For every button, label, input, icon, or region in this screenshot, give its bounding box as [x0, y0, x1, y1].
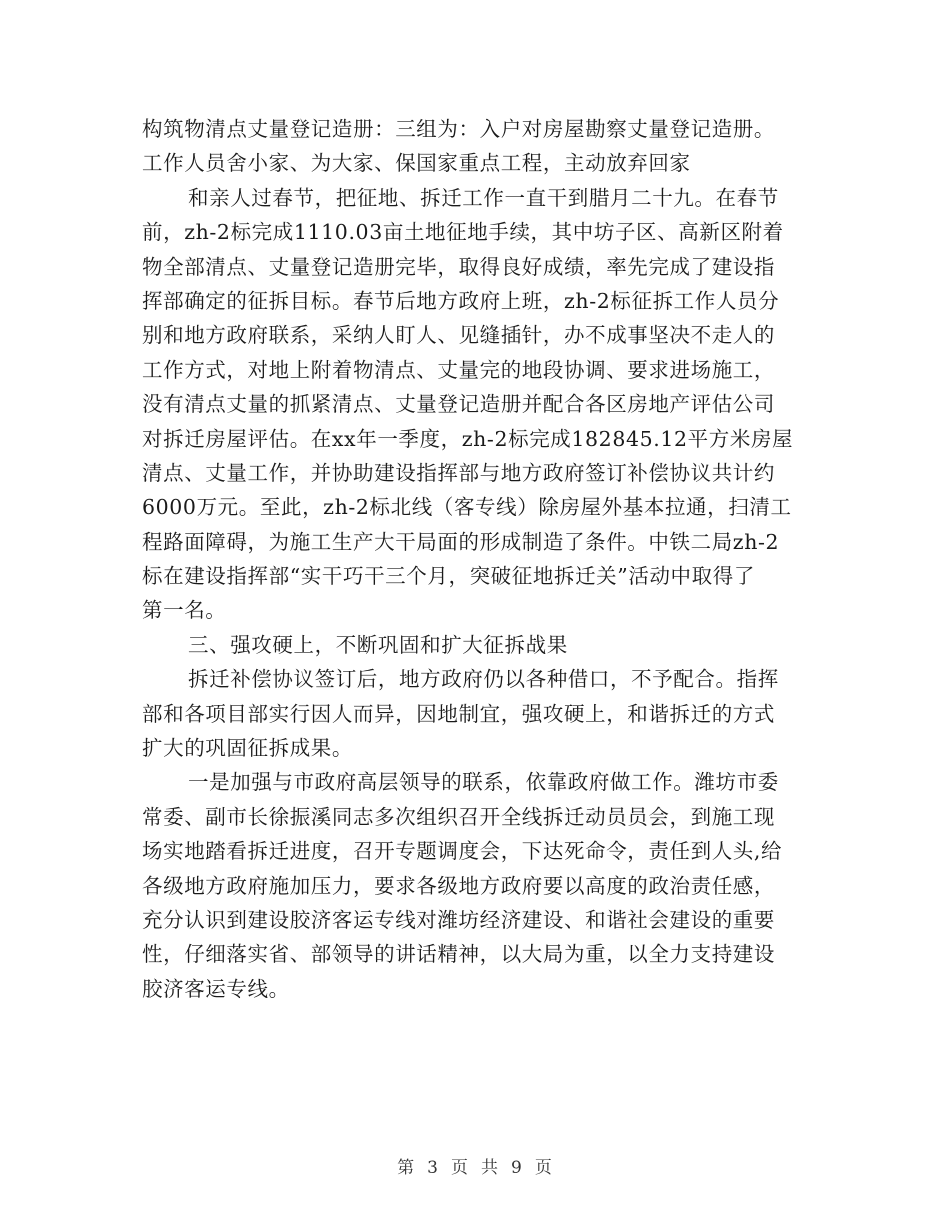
text-line: 充分认识到建设胶济客运专线对潍坊经济建设、和谐社会建设的重要: [142, 907, 775, 932]
text-line: 物全部清点、丈量登记造册完毕，取得良好成绩，率先完成了建设指: [142, 254, 775, 279]
page-label-suffix: 页: [534, 1158, 553, 1178]
document-body: [142, 112, 812, 1006]
text-line: 各级地方政府施加压力，要求各级地方政府要以高度的政治责任感，: [142, 873, 775, 898]
text-line: 工作方式，对地上附着物清点、丈量完的地段协调、要求进场施工，: [142, 357, 775, 382]
text-line: 6000万元。至此，zh-2标北线（客专线）除房屋外基本拉通，扫清工: [142, 495, 792, 520]
text-line: 胶济客运专线。: [142, 976, 290, 1001]
text-line: 挥部确定的征拆目标。春节后地方政府上班，zh-2标征拆工作人员分: [142, 288, 780, 313]
text-line: 和亲人过春节，把征地、拆迁工作一直干到腊月二十九。在春节: [188, 185, 779, 210]
total-page-count: 9: [511, 1158, 523, 1178]
text-line: 对拆迁房屋评估。在xx年一季度，zh-2标完成182845.12平方米房屋: [142, 426, 794, 451]
current-page-number: 3: [427, 1158, 439, 1178]
text-line: 常委、副市长徐振溪同志多次组织召开全线拆迁动员员会，到施工现: [142, 804, 775, 829]
page-label-prefix: 第: [397, 1158, 416, 1178]
section-heading: 三、强攻硬上，不断巩固和扩大征拆战果: [188, 632, 568, 657]
text-line: 没有清点丈量的抓紧清点、丈量登记造册并配合各区房地产评估公司: [142, 392, 775, 417]
text-line: 前，zh-2标完成1110.03亩土地征地手续，其中坊子区、高新区附着: [142, 220, 784, 245]
text-line: 拆迁补偿协议签订后，地方政府仍以各种借口，不予配合。指挥: [188, 667, 779, 692]
page-label-mid: 页: [451, 1158, 469, 1178]
text-line: 程路面障碍，为施工生产大干局面的形成制造了条件。中铁二局zh-2: [142, 529, 780, 554]
text-line: 清点、丈量工作，并协助建设指挥部与地方政府签订补偿协议共计约: [142, 460, 775, 485]
text-line: 扩大的巩固征拆成果。: [142, 736, 353, 761]
text-line: 性，仔细落实省、部领导的讲话精神，以大局为重，以全力支持建设: [142, 942, 775, 967]
page-footer: [0, 1153, 950, 1178]
text-line: 构筑物清点丈量登记造册：三组为：入户对房屋勘察丈量登记造册。: [142, 117, 775, 141]
text-line: 工作人员舍小家、为大家、保国家重点工程，主动放弃回家: [142, 151, 691, 176]
text-line: 标在建设指挥部“实干巧干三个月，突破征地拆迁关”活动中取得了: [142, 564, 755, 589]
text-line: 部和各项目部实行因人而异，因地制宜，强攻硬上，和谐拆迁的方式: [142, 701, 775, 726]
text-line: 一是加强与市政府高层领导的联系，依靠政府做工作。潍坊市委: [188, 770, 779, 795]
total-label: 共: [481, 1158, 499, 1178]
text-line: 场实地踏看拆迁进度，召开专题调度会，下达死命令，责任到人头,给: [142, 839, 783, 864]
text-line: 别和地方政府联系，采纳人盯人、见缝插针，办不成事坚决不走人的: [142, 323, 775, 348]
text-line: 第一名。: [142, 598, 227, 623]
